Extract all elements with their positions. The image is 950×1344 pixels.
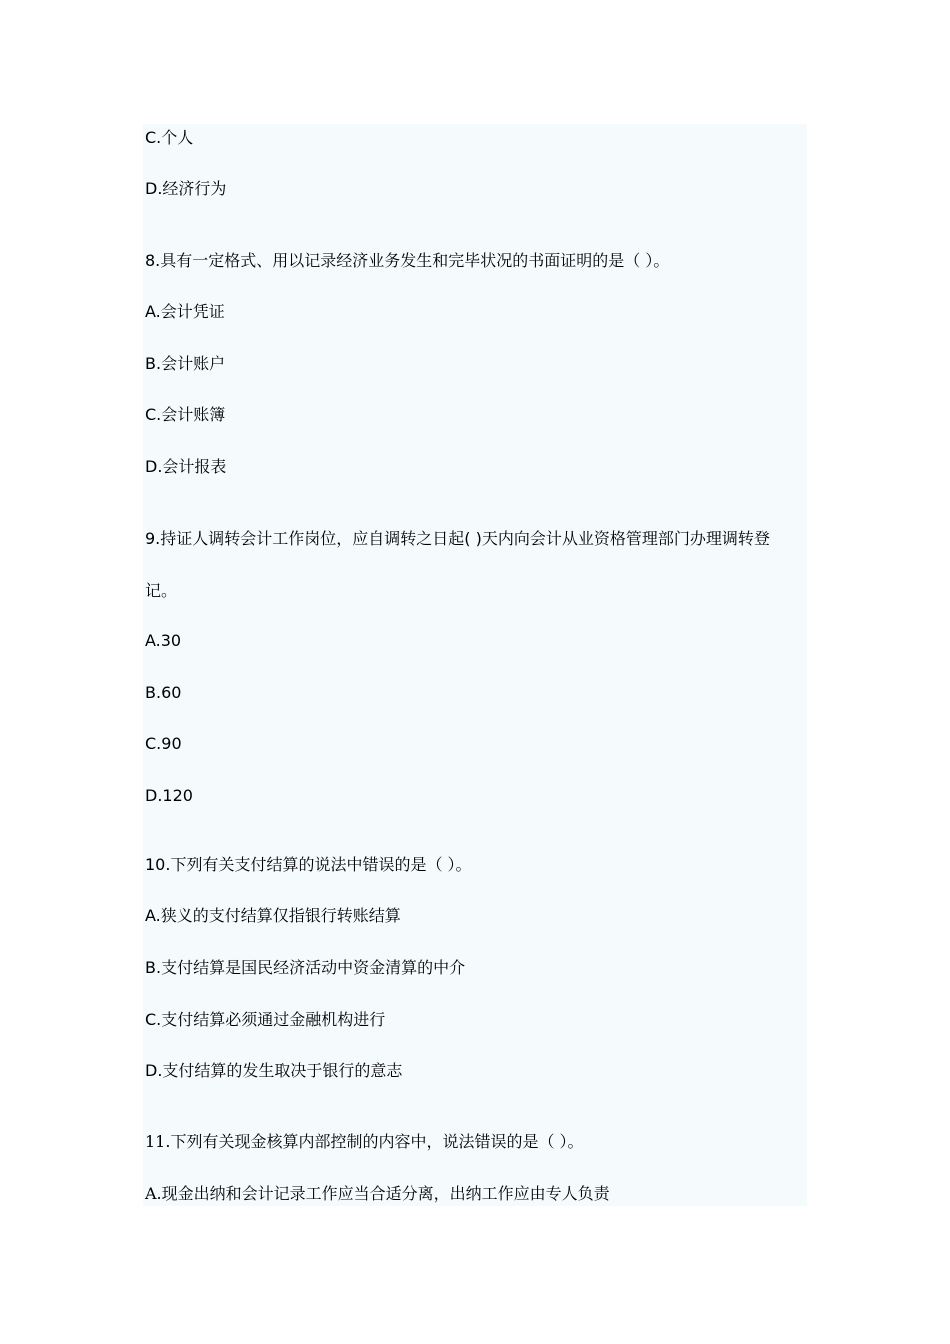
q7-option-d: D.经济行为	[145, 179, 227, 198]
q8-option-c: C.会计账簿	[145, 405, 226, 424]
q8-option-a: A.会计凭证	[145, 302, 225, 321]
q10-option-a: A.狭义的支付结算仅指银行转账结算	[145, 906, 401, 925]
document-highlight-panel	[143, 124, 807, 1206]
q9-option-b: B.60	[145, 683, 182, 702]
q9-option-a: A.30	[145, 631, 182, 650]
q11-stem: 11.下列有关现金核算内部控制的内容中，说法错误的是（ ）。	[145, 1132, 584, 1151]
q10-option-d: D.支付结算的发生取决于银行的意志	[145, 1061, 403, 1080]
q9-stem-line-1: 9.持证人调转会计工作岗位，应自调转之日起( )天内向会计从业资格管理部门办理调转登	[145, 529, 770, 548]
q8-option-b: B.会计账户	[145, 354, 226, 373]
q11-option-a: A.现金出纳和会计记录工作应当合适分离，出纳工作应由专人负责	[145, 1184, 610, 1203]
q10-option-b: B.支付结算是国民经济活动中资金清算的中介	[145, 958, 466, 977]
q10-stem: 10.下列有关支付结算的说法中错误的是（ ）。	[145, 855, 472, 874]
q7-option-c: C.个人	[145, 128, 194, 147]
q8-stem: 8.具有一定格式、用以记录经济业务发生和完毕状况的书面证明的是（ ）。	[145, 251, 670, 270]
q9-stem-line-2: 记。	[145, 581, 178, 600]
q8-option-d: D.会计报表	[145, 457, 227, 476]
q9-option-c: C.90	[145, 734, 182, 753]
q10-option-c: C.支付结算必须通过金融机构进行	[145, 1010, 386, 1029]
q9-option-d: D.120	[145, 786, 193, 805]
